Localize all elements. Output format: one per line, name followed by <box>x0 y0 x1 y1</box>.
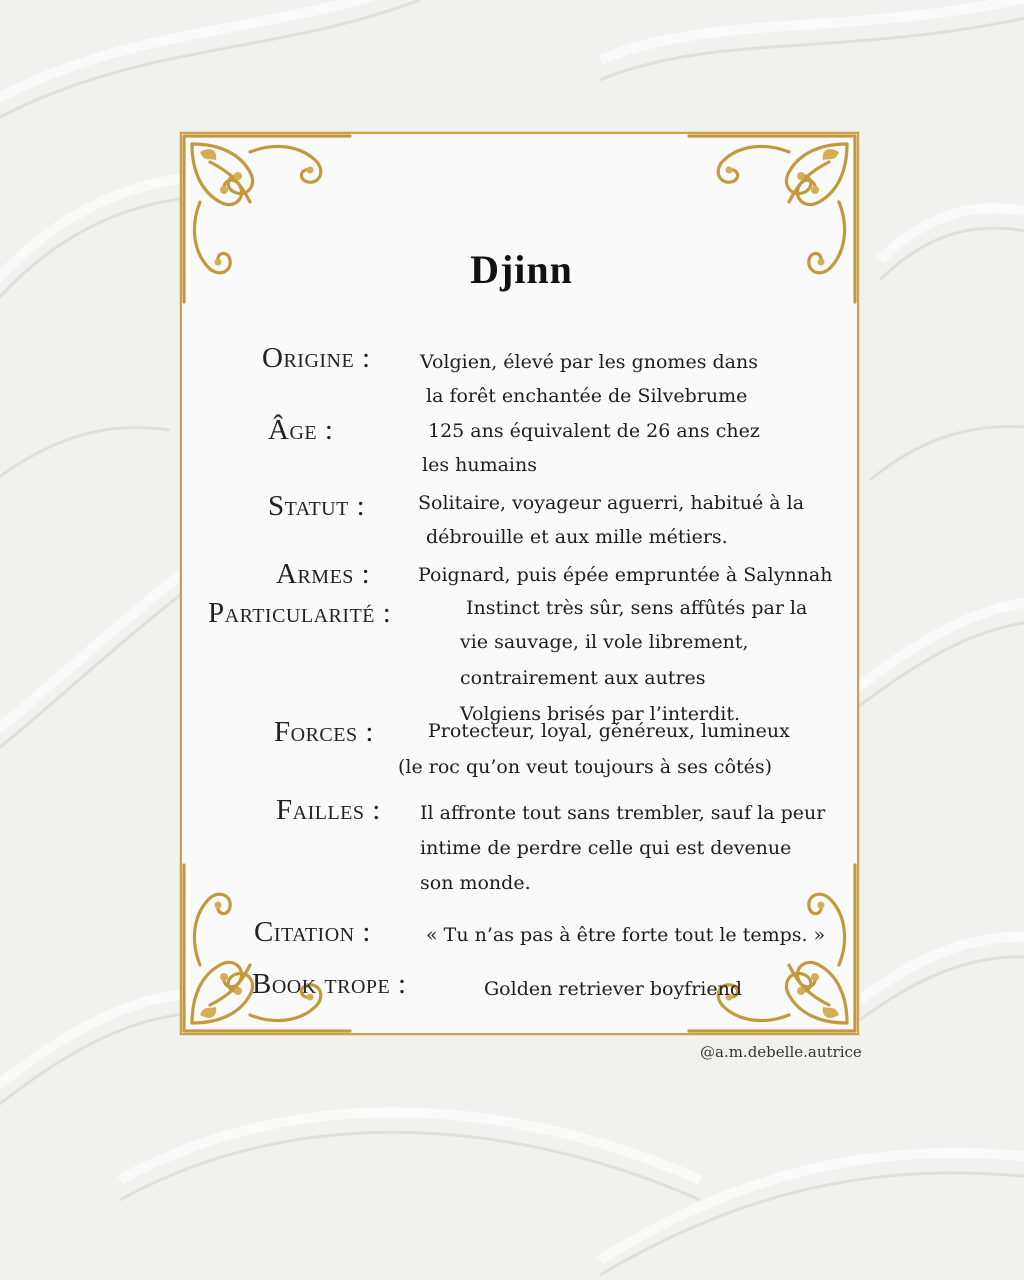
armes-label: Armes : <box>276 558 371 590</box>
age-value-line-2: les humains <box>422 454 537 476</box>
particularite-value-line-3: contrairement aux autres <box>460 667 706 689</box>
age-value-line-1: 125 ans équivalent de 26 ans chez <box>428 420 760 442</box>
particularite-value-line-1: Instinct très sûr, sens affûtés par la <box>466 597 808 619</box>
armes-value-line-1: Poignard, puis épée empruntée à Salynnah <box>418 564 833 586</box>
statut-label: Statut : <box>268 490 366 522</box>
particularite-value-line-4: Volgiens brisés par l’interdit. <box>460 703 741 725</box>
book-trope-label: Book trope : <box>252 968 407 1000</box>
origine-label: Origine : <box>262 342 371 374</box>
particularite-label: Particularité : <box>208 597 392 629</box>
author-handle: @a.m.debelle.autrice <box>700 1043 862 1061</box>
failles-value-line-2: intime de perdre celle qui est devenue <box>420 837 792 859</box>
failles-value-line-1: Il affronte tout sans trembler, sauf la peur <box>420 802 826 824</box>
particularite-value-line-2: vie sauvage, il vole librement, <box>460 631 749 653</box>
character-card <box>180 132 859 1035</box>
origine-value-line-1: Volgien, élevé par les gnomes dans <box>420 351 758 373</box>
character-name-title: Djinn <box>470 247 573 292</box>
forces-value-line-2: (le roc qu’on veut toujours à ses côtés) <box>398 756 773 778</box>
statut-value-line-2: débrouille et aux mille métiers. <box>426 526 728 548</box>
citation-value-line-1: « Tu n’as pas à être forte tout le temps. » <box>426 924 826 946</box>
age-label: Âge : <box>268 414 334 446</box>
origine-value-line-2: la forêt enchantée de Silvebrume <box>426 385 748 407</box>
forces-value-line-1: Protecteur, loyal, généreux, lumineux <box>428 720 790 742</box>
forces-label: Forces : <box>274 716 374 748</box>
statut-value-line-1: Solitaire, voyageur aguerri, habitué à la <box>418 492 805 514</box>
book-trope-value-line-1: Golden retriever boyfriend <box>484 978 743 1000</box>
failles-label: Failles : <box>276 794 381 826</box>
failles-value-line-3: son monde. <box>420 872 531 894</box>
citation-label: Citation : <box>254 916 371 948</box>
